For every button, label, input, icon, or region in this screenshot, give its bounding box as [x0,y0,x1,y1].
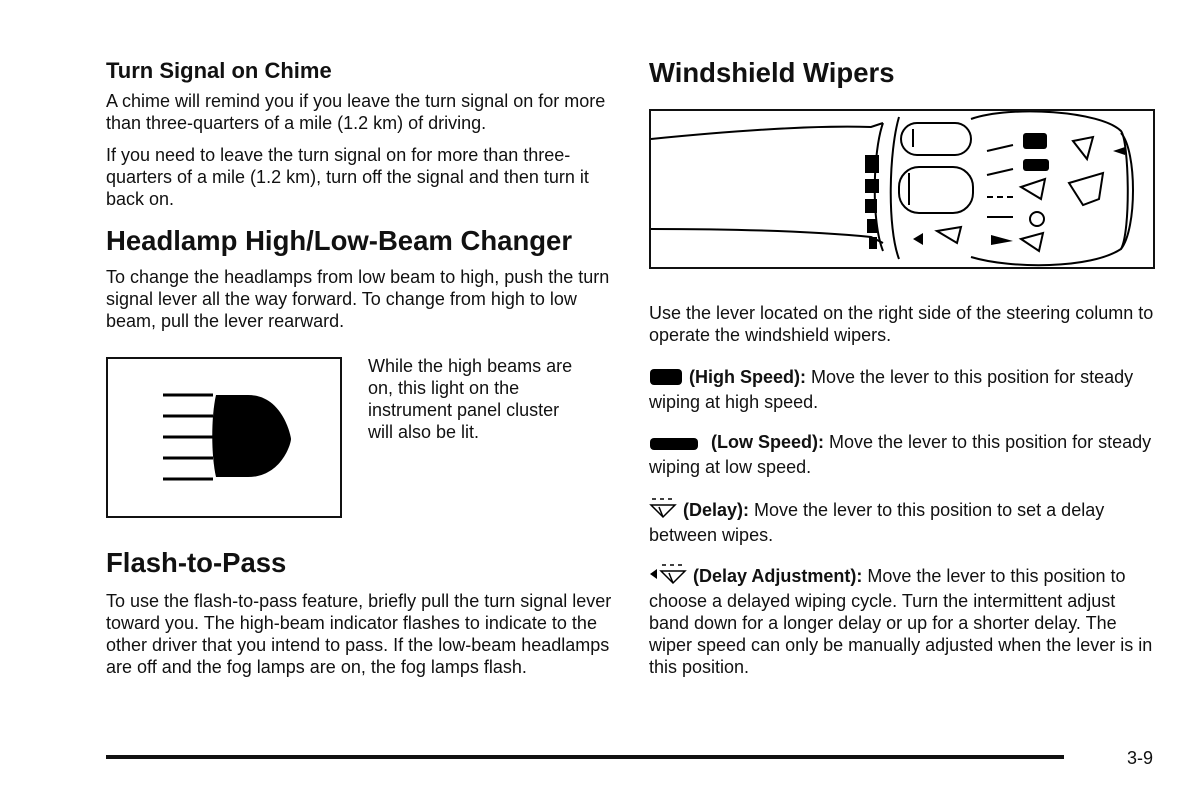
headlamp-paragraph: To change the headlamps from low beam to high, push the turn signal lever all the way forward. To change from high to low beam, pull the lever rearward. [106,267,610,331]
chime-paragraph-2: If you need to leave the turn signal on for more than three-quarters of a mile (1.2 km), turn off the signal and then turn it back on. [106,145,589,209]
high-beam-indicator-icon [108,359,340,516]
delay-adjustment-label: (Delay Adjustment): [693,566,863,586]
wipers-heading: Windshield Wipers [649,57,895,88]
wiper-lever-illustration [651,111,1153,267]
delay-icon [649,497,677,524]
flash-to-pass-paragraph: To use the flash-to-pass feature, briefly pull the turn signal lever toward you. The high-beam indicator flashes to indicate to the other driver that you intend to pass. If the low-beam headlamps are off and the fog lamps are on, the fog lamps flash. [106,591,612,677]
headlamp-heading: Headlamp High/Low-Beam Changer [106,225,573,256]
high-speed-icon [649,368,683,391]
delay-adjustment-icon [649,563,687,590]
low-speed-label: (Low Speed): [711,432,824,452]
delay-adjustment-text: Move the lever to this position to choose a delayed wiping cycle. Turn the intermittent adjust band down for a longer delay or up for a shorter delay. The wiper speed can only be manually adjusted when the lever is in this position. [649,566,1153,677]
delay-label: (Delay): [683,500,750,520]
low-speed-text: Move the lever to this position for steady wiping at low speed. [649,432,1152,477]
wiper-lever-diagram [649,109,1155,269]
wiper-item-delay [649,497,1155,546]
wiper-item-delay-adjustment [649,563,1155,678]
page-number: 3-9 [1127,748,1154,768]
high-speed-text: Move the lever to this position for steady wiping at high speed. [649,367,1134,412]
low-speed-icon [649,434,699,456]
wiper-item-high-speed [649,366,1155,413]
footer-rule [106,755,1064,759]
high-speed-label: (High Speed): [689,367,806,387]
delay-text: Move the lever to this position to set a delay between wipes. [649,500,1105,545]
right-column [649,56,1155,677]
chime-paragraph-1: A chime will remind you if you leave the turn signal on for more than three-quarters of a mile (1.2 km) of driving. [106,91,606,133]
flash-to-pass-heading: Flash-to-Pass [106,547,287,578]
chime-heading: Turn Signal on Chime [106,58,332,83]
high-beam-side-text: While the high beams are on, this light on the instrument panel cluster will also be lit. [368,356,573,442]
wipers-intro: Use the lever located on the right side of the steering column to operate the windshield wipers. [649,303,1154,345]
wiper-item-low-speed [649,431,1155,478]
high-beam-indicator-figure [106,357,342,518]
